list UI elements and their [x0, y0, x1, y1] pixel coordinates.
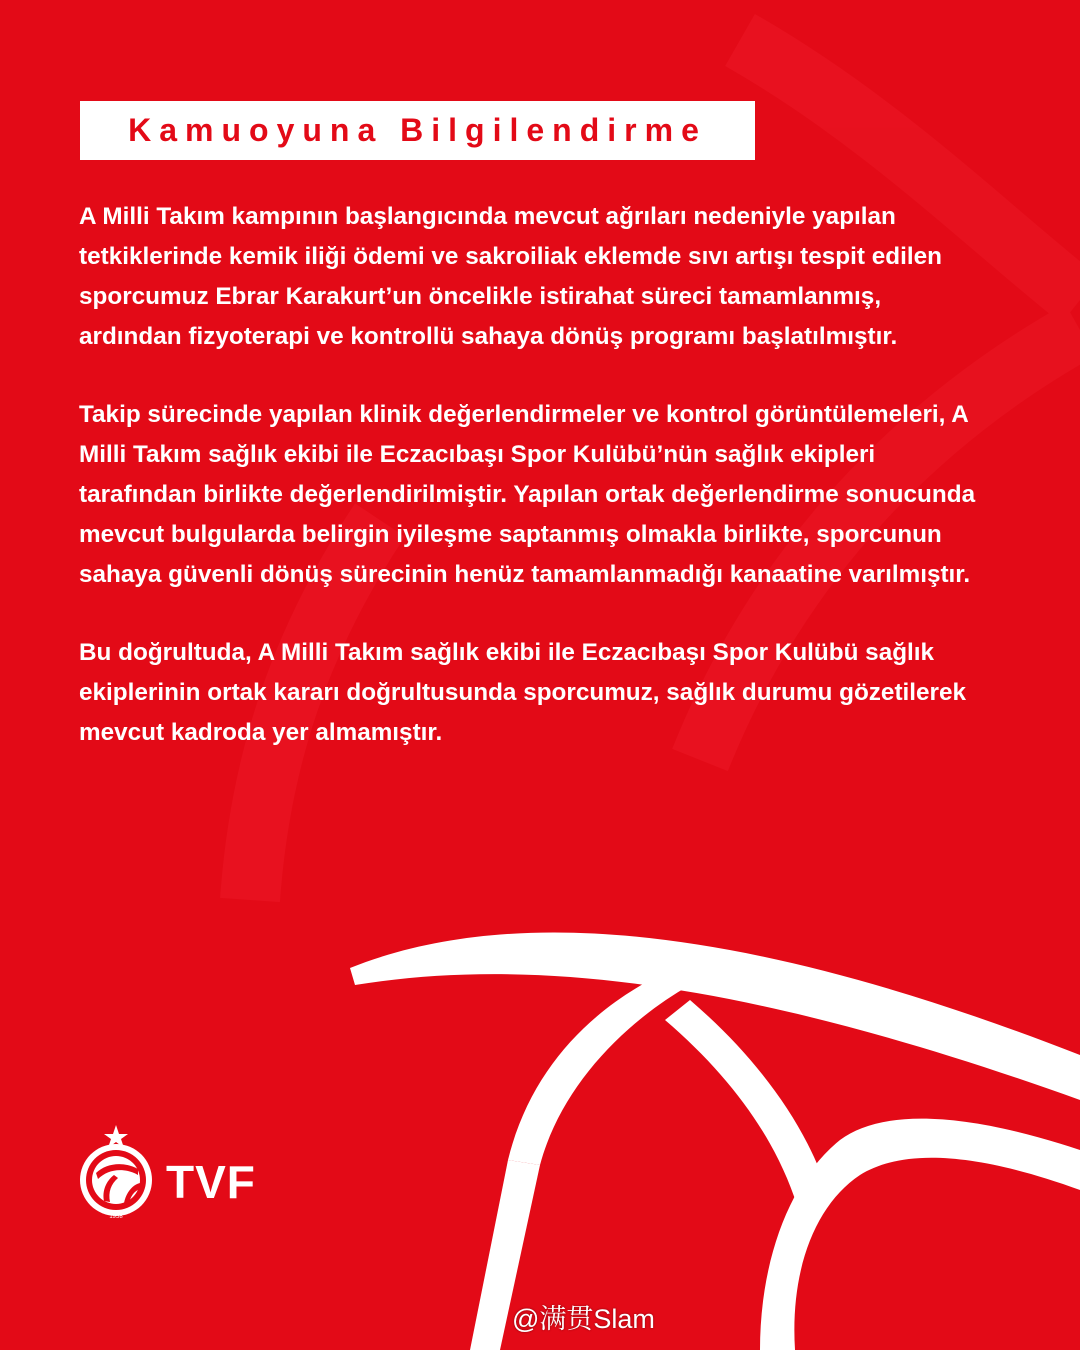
logo-text: TVF	[166, 1156, 256, 1208]
title-banner	[80, 101, 755, 160]
page-title: Kamuoyuna Bilgilendirme	[128, 112, 707, 148]
paragraph-3: Bu doğrultuda, A Milli Takım sağlık ekibi ile Eczacıbaşı Spor Kulübü sağlık ekiplerinin ortak kararı doğrultusunda sporcumuz, sağlık durumu gözetilerek mevcut kadroda yer almamıştır.	[79, 639, 967, 746]
announcement-body	[79, 197, 984, 791]
weibo-watermark	[478, 1296, 658, 1336]
weibo-icon	[478, 1301, 508, 1331]
logo-year: 1958	[109, 1214, 123, 1220]
paragraph-2: Takip sürecinde yapılan klinik değerlendirmeler ve kontrol görüntülemeleri, A Milli Takım sağlık ekibi ile Eczacıbaşı Spor Kulübü’nün sağlık ekipleri tarafından birlikte değerlendirilmiştir. Yapılan ortak değerlendirme sonucunda mevcut bulgularda belirgin iyileşme saptanmış olmakla birlikte, sporcunun sahaya güvenli dönüş sürecinin henüz tamamlanmadığı kanaatine varılmıştır.	[79, 401, 976, 588]
paragraph-1: A Milli Takım kampının başlangıcında mevcut ağrıları nedeniyle yapılan tetkiklerinde kemik iliği ödemi ve sakroiliak eklemde sıvı artışı tespit edilen sporcumuz Ebrar Karakurt’un öncelikle istirahat süreci tamamlanmış, ardından fizyoterapi ve kontrollü sahaya dönüş programı başlatılmıştır.	[79, 203, 942, 350]
tvf-volleyball-crescent-logo-icon	[80, 1125, 160, 1225]
watermark-text: @满贯Slam	[512, 1303, 655, 1334]
tvf-logo	[80, 1125, 280, 1225]
